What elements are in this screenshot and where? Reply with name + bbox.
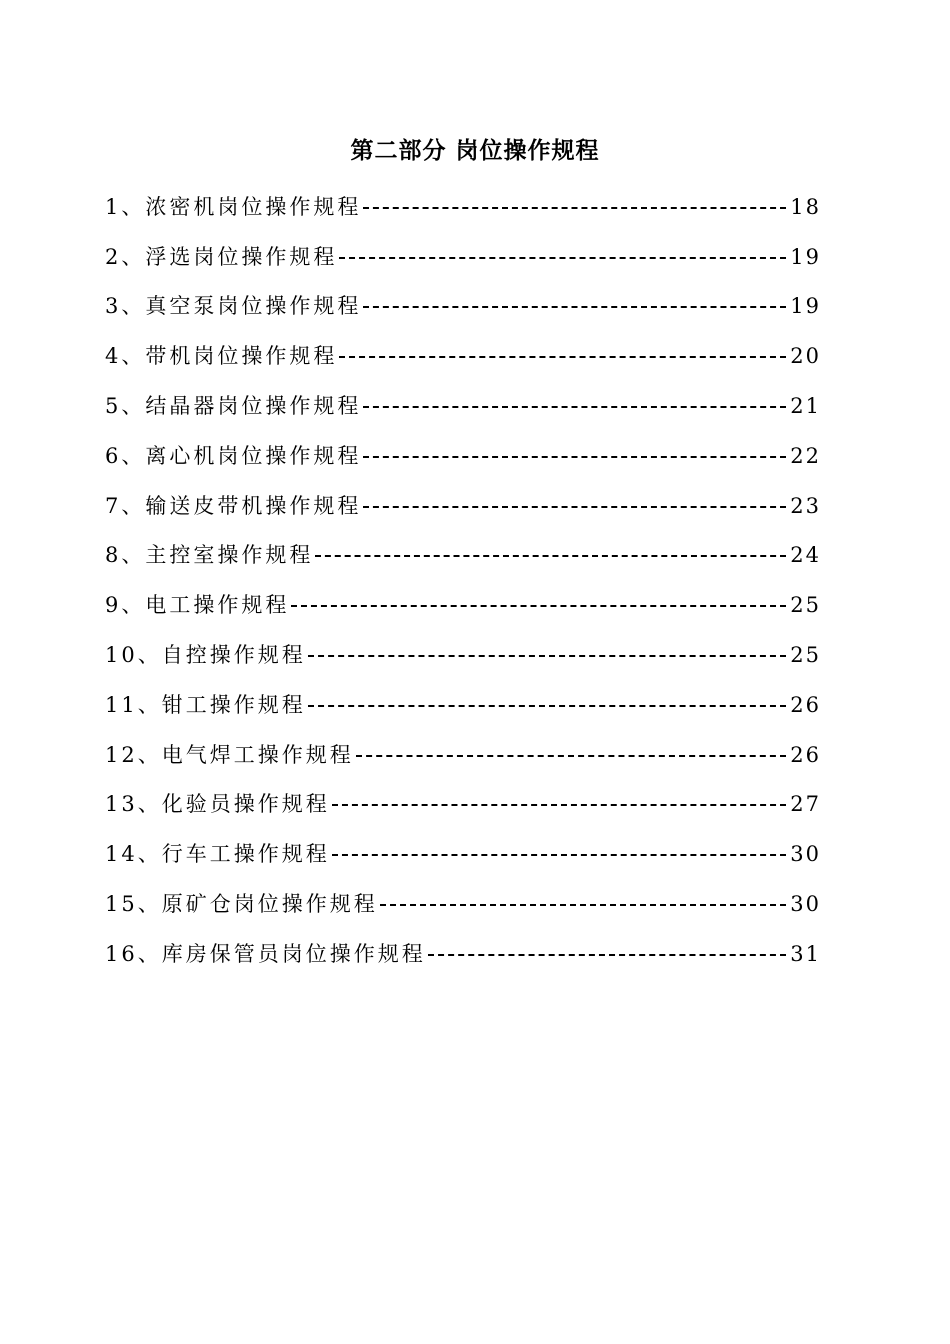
toc-entry [105, 282, 821, 332]
toc-leader-dashes [363, 207, 786, 209]
toc-entry-page: 25 [790, 643, 821, 668]
toc-leader-dashes [380, 904, 787, 906]
toc-entry [105, 580, 821, 630]
toc-entry [105, 829, 821, 879]
toc-entry [105, 431, 821, 481]
toc-entry-label: 5、结晶器岗位操作规程 [105, 394, 362, 419]
toc-entry-page: 24 [790, 543, 821, 568]
table-of-contents [105, 182, 821, 979]
toc-leader-dashes [363, 456, 786, 458]
toc-leader-dashes [291, 605, 786, 607]
toc-leader-dashes [363, 406, 786, 408]
toc-leader-dashes [363, 506, 786, 508]
toc-entry-page: 21 [790, 394, 821, 419]
toc-entry-page: 27 [790, 792, 821, 817]
toc-entry-page: 30 [790, 892, 821, 917]
toc-entry-page: 31 [790, 941, 821, 966]
toc-entry-label: 2、浮选岗位操作规程 [105, 244, 338, 269]
toc-entry [105, 730, 821, 780]
toc-entry-page: 30 [790, 842, 821, 867]
toc-entry-label: 13、化验员操作规程 [105, 792, 330, 817]
toc-entry-page: 18 [790, 194, 821, 219]
toc-entry-page: 22 [790, 443, 821, 468]
toc-leader-dashes [315, 555, 786, 557]
toc-leader-dashes [339, 257, 786, 259]
toc-entry [105, 630, 821, 680]
toc-entry [105, 331, 821, 381]
toc-entry [105, 481, 821, 531]
toc-entry-label: 10、自控操作规程 [105, 643, 306, 668]
toc-entry-label: 1、浓密机岗位操作规程 [105, 194, 362, 219]
toc-entry [105, 780, 821, 830]
toc-entry-label: 4、带机岗位操作规程 [105, 344, 338, 369]
toc-entry-label: 15、原矿仓岗位操作规程 [105, 892, 378, 917]
toc-entry [105, 531, 821, 581]
toc-leader-dashes [356, 755, 787, 757]
toc-entry [105, 232, 821, 282]
toc-entry-page: 20 [790, 344, 821, 369]
toc-entry-label: 9、电工操作规程 [105, 593, 290, 618]
toc-entry-page: 26 [790, 692, 821, 717]
section-title: 第二部分 岗位操作规程 [350, 138, 600, 164]
toc-leader-dashes [428, 954, 787, 956]
toc-entry-label: 14、行车工操作规程 [105, 842, 330, 867]
toc-entry [105, 680, 821, 730]
toc-entry-page: 25 [790, 593, 821, 618]
toc-entry-page: 26 [790, 742, 821, 767]
toc-entry-label: 16、库房保管员岗位操作规程 [105, 941, 426, 966]
toc-entry-page: 19 [790, 294, 821, 319]
toc-entry [105, 879, 821, 929]
toc-leader-dashes [363, 306, 786, 308]
toc-entry-label: 8、主控室操作规程 [105, 543, 314, 568]
toc-entry-label: 3、真空泵岗位操作规程 [105, 294, 362, 319]
toc-entry [105, 182, 821, 232]
toc-leader-dashes [308, 705, 787, 707]
toc-leader-dashes [308, 655, 787, 657]
toc-leader-dashes [339, 356, 786, 358]
toc-entry [105, 929, 821, 979]
toc-entry-label: 7、输送皮带机操作规程 [105, 493, 362, 518]
toc-entry-label: 11、钳工操作规程 [105, 692, 306, 717]
toc-entry-page: 19 [790, 244, 821, 269]
toc-entry-page: 23 [790, 493, 821, 518]
toc-entry-label: 6、离心机岗位操作规程 [105, 443, 362, 468]
toc-leader-dashes [332, 854, 787, 856]
toc-entry [105, 381, 821, 431]
toc-leader-dashes [332, 804, 787, 806]
toc-entry-label: 12、电气焊工操作规程 [105, 742, 354, 767]
